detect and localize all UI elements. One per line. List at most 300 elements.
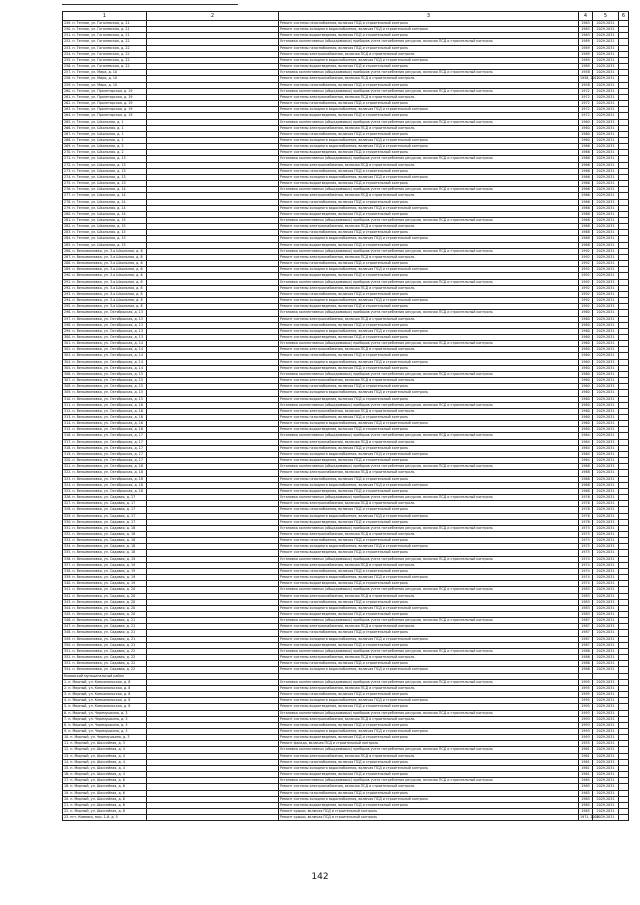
address-text: п. Вельяминовка, ул. Садовая, д. 18 [72,538,136,543]
build-year-cell: 1968 [579,230,593,236]
build-year-cell: 1995 [579,692,593,698]
work-type-cell: Ремонт системы газоснабжения, включая ПСД и строительный контроль [279,445,579,451]
build-year-cell: 1960 [579,427,593,433]
row-number: 253. [64,45,73,50]
work-type-cell: Ремонт системы водоотведения, включая ПСД и строительный контроль [279,334,579,340]
row-number: 302. [64,347,73,352]
repair-period-cell: 2029-2031 [593,334,619,340]
address-cell [63,365,147,371]
row-number: 280. [64,211,73,216]
build-year-cell: 1960 [579,310,593,316]
work-type-cell: Установка коллективных (общедомовых) приборов учета потребления ресурсов, включая ПСД и строительный контроль [279,618,579,624]
address-text: п. Теплое, ул. Гоголевская, д. 22 [72,51,130,56]
repair-period-cell: 2029-2031 [593,507,619,513]
repair-period-cell: 2029-2031 [593,544,619,550]
build-year-cell: 1989 [579,51,593,57]
build-year-cell: 1993 [579,735,593,741]
repair-period-cell: 2029-2031 [593,728,619,734]
build-year-cell: 1961 [579,772,593,778]
address-cell [63,482,147,488]
address-cell [63,408,147,414]
build-year-cell: 1987 [579,618,593,624]
address-cell [63,476,147,482]
address-cell [63,359,147,365]
address-text: п. Вельяминовка, ул. Садовая, д. 17 [72,513,136,518]
address-text: п. Мирный, ул. Шоссейная, д. 4 [70,753,125,758]
address-text: п. Теплое, ул. Пролетарская, д. 19 [72,101,133,106]
repair-period-cell: 2029-2031 [593,261,619,267]
build-year-cell: 1983 [579,605,593,611]
row-number: 1. [64,679,69,684]
address-text: п. Мирный, ул. Шоссейная, д. 6 [70,778,125,783]
repair-period-cell: 2029-2031 [593,796,619,802]
build-year-cell: 1966 [579,144,593,150]
build-year-cell: 1974 [579,581,593,587]
row-number: 2. [64,685,69,690]
row-number: 22. [64,809,71,813]
address-text: п. Теплое, ул. Школьная, д. 13 [72,181,126,186]
repair-period-cell: 2029-2031 [593,45,619,51]
work-type-cell: Ремонт системы газоснабжения, включая ПСД и строительный контроль [279,353,579,359]
work-type-cell: Установка коллективных (общедомовых) приборов учета потребления ресурсов, включая ПСД и строительный контроль [279,495,579,501]
row-number: 9. [64,728,69,733]
row-number: 310. [64,396,73,401]
row-number: 311. [64,402,73,407]
address-cell [63,328,147,334]
work-type-cell: Ремонт системы холодного водоснабжения, включая ПСД и строительный контроль [279,451,579,457]
repair-period-cell: 2029-2031 [593,415,619,421]
repair-period-cell: 2029-2031 [593,421,619,427]
row-number: 324. [64,482,73,487]
row-number: 336. [64,556,73,561]
row-number: 331. [64,525,73,530]
repair-period-cell: 2029-2031 [593,685,619,691]
work-type-cell: Ремонт системы газоснабжения, включая ПСД и строительный контроль [279,415,579,421]
address-cell [63,334,147,340]
repair-period-cell: 2029-2031 [593,211,619,217]
address-text: п. Теплое, ул. Пролетарская, д. 19 [72,88,133,93]
address-text: п. Вельяминовка, ул. Садовая, д. 20 [72,612,136,616]
work-type-cell: Установка коллективных (общедомовых) приборов учета потребления ресурсов, включая ПСД и строительный контроль [279,433,579,439]
row-number: 260. [64,88,73,93]
row-number: 297. [64,316,73,321]
row-number: 270. [64,150,73,155]
row-number: 292. [64,285,73,290]
work-type-cell: Ремонт системы холодного водоснабжения, включая ПСД и строительный контроль [279,328,579,334]
repair-period-cell: 2029-2031 [593,765,619,771]
row-number: 4. [64,698,69,703]
address-text: п. Теплое, ул. Школьная, д. 15 [72,218,126,222]
build-year-cell: 1965 [579,778,593,784]
repair-period-cell: 2029-2031 [593,322,619,328]
address-cell [63,347,147,353]
repair-period-cell: 2029-2031 [593,587,619,593]
repair-period-cell: 2029-2031 [593,815,619,821]
row-number: 329. [64,513,73,518]
row-number: 271. [64,156,73,161]
work-type-cell: Ремонт системы газоснабжения, включая ПСД и строительный контроль [279,101,579,107]
repair-period-cell: 2029-2031 [593,741,619,747]
row-number: 299. [64,328,73,333]
repair-period-cell: 2029-2031 [593,550,619,556]
row-number: 3. [64,692,69,697]
build-year-cell: 1966 [579,193,593,199]
work-type-cell: Установка коллективных (общедомовых) приборов учета потребления ресурсов, включая ПСД и строительный контроль [279,556,579,562]
row-number: 295. [64,304,73,309]
row-number: 261. [64,94,73,99]
row-number: 5. [64,704,69,709]
repair-period-cell: 2029-2031 [593,230,619,236]
address-text: п. Теплое, ул. Школьная, д. 15 [72,224,126,229]
address-text: п. Теплое, ул. Гоголевская, д. 22 [72,57,130,62]
work-type-cell: Ремонт системы холодного водоснабжения, включая ПСД и строительный контроль [279,359,579,365]
repair-period-cell: 2029-2031 [593,575,619,581]
row-number: 268. [64,137,73,142]
repair-period-cell: 2029-2031 [593,193,619,199]
repair-period-cell: 2029-2031 [593,642,619,648]
row-number: 263. [64,107,73,112]
work-type-cell: Ремонт системы водоотведения, включая ПСД и строительный контроль [279,581,579,587]
header-col-4: 4 [579,12,593,21]
address-cell [63,667,147,673]
address-cell [63,624,147,630]
build-year-cell: 1961 [579,765,593,771]
section-title: Кимовский муниципальный район [63,673,147,679]
work-type-cell: Ремонт системы газоснабжения, включая ПСД и строительный контроль [279,82,579,88]
row-number: 266. [64,125,73,130]
build-year-cell: 1992 [579,304,593,310]
row-number: 318. [64,445,73,450]
build-year-cell: 1966 [579,187,593,193]
address-cell [63,587,147,593]
work-type-cell: Установка коллективных (общедомовых) приборов учета потребления ресурсов, включая ПСД и строительный контроль [279,187,579,193]
row-number: 287. [64,254,73,259]
address-text: п. Теплое, ул. Школьная, д. 2 [72,144,124,149]
row-number: 330. [64,519,73,524]
address-cell [63,501,147,507]
work-type-cell: Установка коллективных (общедомовых) приборов учета потребления ресурсов, включая ПСД и строительный контроль [279,710,579,716]
work-type-cell: Ремонт системы газоснабжения, включая ПСД и строительный контроль [279,291,579,297]
repair-period-cell: 2029-2031 [593,790,619,796]
row-number: 352. [64,655,73,660]
work-type-cell: Ремонт системы газоснабжения, включая ПСД и строительный контроль [279,630,579,636]
work-type-cell: Установка коллективных (общедомовых) приборов учета потребления ресурсов, включая ПСД и строительный контроль [279,70,579,76]
repair-period-cell: 2029-2031 [593,88,619,94]
address-text: п. Вельяминовка, ул. Октябрьская, д. 14 [72,353,144,358]
work-type-cell: Ремонт системы водоотведения, включая ПСД и строительный контроль [279,396,579,402]
build-year-cell: 1965 [579,796,593,802]
repair-period-cell: 2029-2031 [593,630,619,636]
work-type-cell: Ремонт системы водоотведения, включая ПСД и строительный контроль [279,181,579,187]
work-type-cell: Ремонт системы водоотведения, включая ПСД и строительный контроль [279,612,579,618]
repair-period-cell: 2029-2031 [593,402,619,408]
work-type-cell: Ремонт системы газоснабжения, включая ПСД и строительный контроль [279,199,579,205]
address-text: п. Вельяминовка, ул. Октябрьская, д. 16 [72,421,144,426]
work-type-cell: Ремонт системы электроснабжения, включая ПСД и строительный контроль [279,531,579,537]
repair-period-cell: 2029-2031 [593,248,619,254]
build-year-cell: 1975 [579,538,593,544]
address-text: п. Теплое, ул. Школьная, д. 1 [72,125,124,130]
build-year-cell: 1960 [579,396,593,402]
work-type-cell: Ремонт системы газоснабжения, включая ПСД и строительный контроль [279,21,579,27]
repair-period-cell: 2029-2031 [593,692,619,698]
row-number: 279. [64,205,73,210]
work-type-cell: Ремонт системы газоснабжения, включая ПСД и строительный контроль [279,692,579,698]
work-type-cell: Ремонт системы электроснабжения, включая ПСД и строительный контроль [279,470,579,476]
row-number: 343. [64,599,73,604]
repair-period-cell: 2029-2031 [593,488,619,494]
repair-period-cell: 2029-2031 [593,254,619,260]
build-year-cell: 1989 [579,39,593,45]
work-type-cell: Ремонт системы газоснабжения, включая ПСД и строительный контроль [279,322,579,328]
address-text: п. Вельяминовка, ул. Садовая, д. 17 [72,501,136,506]
work-type-cell: Ремонт системы электроснабжения, включая ПСД и строительный контроль [279,316,579,322]
work-type-cell: Ремонт системы холодного водоснабжения, включая ПСД и строительный контроль [279,575,579,581]
address-cell [63,495,147,501]
row-number: 351. [64,648,73,653]
work-type-cell: Установка коллективных (общедомовых) приборов учета потребления ресурсов, включая ПСД и строительный контроль [279,402,579,408]
work-type-cell: Ремонт системы холодного водоснабжения, включая ПСД и строительный контроль [279,27,579,33]
address-text: п. Вельяминовка, ул. Октябрьская, д. 14 [72,359,144,364]
address-text: п. Вельяминовка, ул. 3-я Школьная, д. 8 [72,285,143,290]
address-text: п. Вельяминовка, ул. Октябрьская, д. 15 [72,371,144,376]
address-text: п. Вельяминовка, ул. Садовая, д. 19 [72,568,136,573]
row-number: 267. [64,131,73,136]
work-type-cell: Ремонт системы холодного водоснабжения, включая ПСД и строительный контроль [279,482,579,488]
repair-period-cell: 2029-2031 [593,279,619,285]
address-cell [63,254,147,260]
repair-period-cell: 2029-2031 [593,408,619,414]
work-type-cell: Ремонт системы водоотведения, включая ПСД и строительный контроль [279,488,579,494]
build-year-cell: 1974 [579,568,593,574]
work-type-cell: Ремонт системы холодного водоснабжения, включая ПСД и строительный контроль [279,174,579,180]
build-year-cell: 1972 [579,113,593,119]
work-type-cell: Ремонт системы холодного водоснабжения, включая ПСД и строительный контроль [279,107,579,113]
repair-period-cell: 2029-2031 [593,778,619,784]
build-year-cell: 1986 [579,667,593,673]
row-number: 306. [64,371,73,376]
address-text: п. Вельяминовка, ул. Октябрьская, д. 16 [72,427,144,432]
row-number: 293. [64,291,73,296]
row-number: 255. [64,57,73,62]
repair-period-cell: 2029-2031 [593,378,619,384]
build-year-cell: 1960 [579,390,593,396]
row-number: 353. [64,661,73,666]
work-type-cell: Ремонт системы водоотведения, включая ПСД и строительный контроль [279,772,579,778]
repair-period-cell: 2029-2031 [593,82,619,88]
row-number: 19. [64,790,71,795]
build-year-cell: 1975 [579,544,593,550]
build-year-cell: 1960 [579,131,593,137]
work-type-cell: Ремонт системы электроснабжения, включая ПСД и строительный контроль [279,51,579,57]
row-number: 13. [64,753,71,758]
build-year-cell: 1960 [579,378,593,384]
work-type-cell: Ремонт системы электроснабжения, включая ПСД и строительный контроль [279,562,579,568]
address-text: п. Вельяминовка, ул. Садовая, д. 21 [72,642,136,647]
build-year-cell: 1966 [579,205,593,211]
repair-period-cell: 2029-2031 [593,802,619,808]
address-text: п. Вельяминовка, ул. Садовая, д. 18 [72,550,136,555]
address-text: п. Вельяминовка, ул. 3-я Школьная, д. 6 [72,267,143,272]
build-year-cell: 1986 [579,655,593,661]
row-number: 14. [64,759,71,764]
row-number: 251. [64,33,73,38]
work-type-cell: Ремонт системы водоотведения, включая ПСД и строительный контроль [279,458,579,464]
work-type-cell: Ремонт системы холодного водоснабжения, включая ПСД и строительный контроль [279,390,579,396]
address-text: п. Вельяминовка, ул. Октябрьская, д. 15 [72,396,144,401]
work-type-cell: Ремонт системы водоотведения, включая ПСД и строительный контроль [279,33,579,39]
work-type-cell: Ремонт системы холодного водоснабжения, включая ПСД и строительный контроль [279,144,579,150]
address-text: п. Вельяминовка, ул. Садовая, д. 17 [72,519,136,524]
address-cell [63,396,147,402]
address-text: п. Теплое, ул. Школьная, д. 14 [72,193,126,198]
build-year-cell: 1995 [579,685,593,691]
build-year-cell: 1968 [579,242,593,248]
address-text: п. Вельяминовка, ул. 3-я Школьная, д. 8 [72,291,143,296]
address-text: п. Мирный, ул. Черемушкина, д. 3 [68,722,128,727]
repair-period-cell: 2029-2031 [593,753,619,759]
address-text: п. Вельяминовка, ул. Садовая, д. 19 [72,581,136,586]
work-type-cell: Ремонт системы холодного водоснабжения, включая ПСД и строительный контроль [279,544,579,550]
repair-period-cell: 2029-2031 [593,51,619,57]
row-number: 339. [64,575,73,580]
address-text: п. Теплое, ул. Школьная, д. 15 [72,230,126,235]
build-year-cell: 1975 [579,525,593,531]
address-cell [63,581,147,587]
row-number: 8. [64,722,69,727]
row-number: 320. [64,458,73,463]
row-number: 319. [64,451,73,456]
address-cell [63,618,147,624]
row-number: 284. [64,236,73,241]
row-number: 265. [64,119,73,124]
build-year-cell: 1987 [579,624,593,630]
address-cell [63,310,147,316]
address-cell [63,575,147,581]
build-year-cell: 1964 [579,458,593,464]
row-number: 321. [64,464,73,469]
repair-period-cell: 2029-2031 [593,722,619,728]
row-number: 276. [64,187,73,192]
build-year-cell: 1976 [579,501,593,507]
address-text: п. Теплое, ул. Школьная, д. 1 [72,131,124,136]
work-type-cell: Ремонт системы газоснабжения, включая ПСД и строительный контроль [279,384,579,390]
work-type-cell: Ремонт системы водоотведения, включая ПСД и строительный контроль [279,211,579,217]
work-type-cell: Ремонт системы холодного водоснабжения, включая ПСД и строительный контроль [279,298,579,304]
address-cell [63,815,147,821]
address-text: п. Мирный, ул. Комсомольская, д. 8 [68,685,131,690]
row-number: 342. [64,593,73,598]
work-type-cell: Ремонт системы холодного водоснабжения, включая ПСД и строительный контроль [279,765,579,771]
repair-period-cell: 2029-2031 [593,236,619,242]
row-number: 259. [64,82,73,87]
repair-period-cell: 2029-2031 [593,94,619,100]
work-type-cell: Установка коллективных (общедомовых) приборов учета потребления ресурсов, включая ПСД и строительный контроль [279,279,579,285]
build-year-cell: 1987 [579,642,593,648]
repair-period-cell: 2029-2031 [593,464,619,470]
work-type-cell: Ремонт системы электроснабжения, включая ПСД и строительный контроль [279,685,579,691]
header-col-6: 6 [619,12,629,21]
address-text: п. Вельяминовка, ул. Октябрьская, д. 16 [72,402,144,407]
address-cell [63,531,147,537]
repair-period-cell: 2029-2031 [593,64,619,70]
build-year-cell: 1968 [579,476,593,482]
address-text: п. Вельяминовка, ул. Садовая, д. 20 [72,593,136,598]
build-year-cell: 1960 [579,341,593,347]
work-type-cell: Ремонт системы газоснабжения, включая ПСД и строительный контроль [279,722,579,728]
build-year-cell: 1966 [579,162,593,168]
build-year-cell: 1966 [579,156,593,162]
address-cell [63,636,147,642]
row-number: 305. [64,365,73,370]
row-number: 301. [64,341,73,346]
build-year-cell: 1960 [579,384,593,390]
build-year-cell: 1965 [579,802,593,808]
row-number: 338. [64,568,73,573]
repair-period-cell: 2029-2031 [593,218,619,224]
row-number: 347. [64,624,73,629]
work-type-cell: Ремонт системы холодного водоснабжения, включая ПСД и строительный контроль [279,698,579,704]
row-number: 6. [64,710,69,715]
row-number: 281. [64,218,73,222]
row-number: 348. [64,630,73,635]
row-number: 10. [64,735,71,740]
row-number: 277. [64,193,73,198]
address-cell [63,550,147,556]
row-number: 304. [64,359,73,364]
work-type-cell: Установка коллективных (общедомовых) приборов учета потребления ресурсов, включая ПСД и строительный контроль [279,464,579,470]
repair-period-cell: 2029-2031 [593,384,619,390]
work-type-cell: Ремонт системы холодного водоснабжения, включая ПСД и строительный контроль [279,236,579,242]
address-cell [63,568,147,574]
address-text: п. Теплое, ул. Пролетарская, д. 19 [72,107,133,112]
build-year-cell: 1983 [579,612,593,618]
build-year-cell: 1971, 2009 [580,815,599,820]
address-text: п. Вельяминовка, ул. Октябрьская, д. 17 [72,439,144,444]
row-number: 346. [64,618,73,623]
build-year-cell: 1974 [579,562,593,568]
work-type-cell: Ремонт крыши, включая ПСД и строительный контроль [279,815,579,821]
empty-cell [147,815,279,821]
repair-period-cell: 2029-2031 [593,107,619,113]
address-cell [63,655,147,661]
build-year-cell: 1965 [579,790,593,796]
repair-period-cell: 2029-2031 [593,648,619,654]
repair-period-cell: 2029-2031 [593,353,619,359]
build-year-cell: 1966 [579,199,593,205]
address-text: п. Теплое, ул. Школьная, д. 13 [72,156,126,161]
build-year-cell: 1960 [579,408,593,414]
build-year-cell: 1960 [579,365,593,371]
row-number: 314. [64,421,73,426]
address-text: п. Вельяминовка, ул. Октябрьская, д. 18 [72,476,144,481]
address-cell [63,507,147,513]
repair-period-cell: 2029-2031 [593,328,619,334]
repair-period-cell: 2029-2031 [593,39,619,45]
row-number: 333. [64,538,73,543]
repair-period-cell: 2029-2031 [593,181,619,187]
work-type-cell: Установка коллективных (общедомовых) приборов учета потребления ресурсов, включая ПСД и строительный контроль [279,88,579,94]
address-cell [63,451,147,457]
table-body [63,21,629,821]
address-text: п. Теплое, ул. Школьная, д. 14 [72,205,126,210]
build-year-cell: 1960 [579,119,593,125]
repair-period-cell: 2029-2031 [593,150,619,156]
row-number: 249. [64,21,73,25]
empty-cell [619,815,629,821]
build-year-cell: 1960 [579,402,593,408]
row-number: 250. [64,27,73,32]
